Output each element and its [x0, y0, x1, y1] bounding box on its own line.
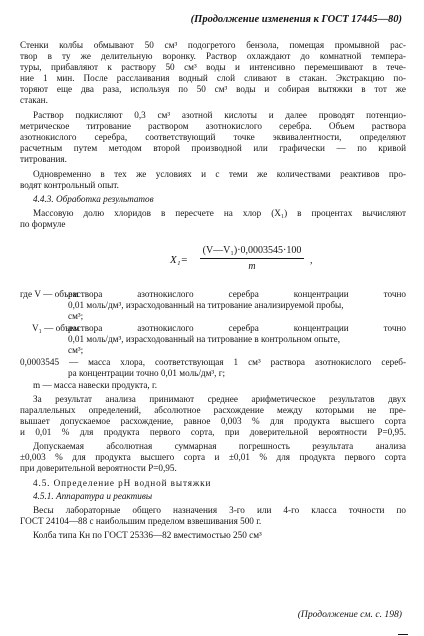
definition-line: 0,01 моль/дм³, израсходованный на титрование анализируемой пробы,	[68, 300, 344, 310]
section-heading-443: 4.4.3. Обработка результатов	[33, 194, 154, 204]
text-line: туры, прибавляют к раствору 50 см³ воды и интенсивно перемешивают в тече-	[20, 62, 406, 72]
definition-line: раствора азотнокислого серебра концентрации точно	[68, 289, 406, 299]
text-line: Весы лабораторные общего назначения 3-го или 4-го класса точности по	[33, 505, 406, 515]
text-line: твор в ту же делительную воронку. Раствор охлаждают до комнатной темпера-	[20, 51, 406, 61]
text-line: при доверительной вероятности P=0,95.	[20, 463, 177, 473]
text-line: ГОСТ 24104—88 с наибольшим пределом взвешивания 500 г.	[20, 516, 262, 526]
definition-term: где V — объем	[20, 289, 79, 299]
formula-denominator: m	[248, 261, 256, 272]
definition-line: см³;	[68, 311, 84, 321]
text-line: расчетным путем методом второй производной или графически — по кривой	[20, 143, 406, 153]
text-line: 0,0003545 — масса хлора, соответствующая 1 см³ раствора азотнокислого сереб-	[20, 357, 406, 367]
text-line: азотнокислого серебра, соответствующий точке эквивалентности, определяют	[20, 132, 406, 142]
text-line: параллельных определений, абсолютное расхождение между которыми не пре-	[20, 405, 406, 415]
text-line: За результат анализа принимают среднее арифметическое результатов двух	[33, 394, 406, 404]
page-header: (Продолжение изменения к ГОСТ 17445—80)	[190, 14, 402, 25]
text-line: ние 1 мин. После расслаивания водный слой сливают в стакан. Экстракцию по-	[20, 73, 406, 83]
text-line: ±0,003 % для продукта высшего сорта и ±0,01 % для продукта первого сорта	[20, 452, 406, 462]
definition-line: см³;	[68, 345, 84, 355]
formula-tail: ,	[310, 255, 313, 266]
text-line: метрическое титрование раствором азотнокислого серебра. Объем раствора	[20, 121, 406, 131]
text-line: по формуле	[20, 219, 66, 229]
formula-numerator: (V—V₁)·0,0003545·100	[200, 245, 304, 259]
text-line: водят контрольный опыт.	[20, 180, 119, 190]
text-line: ра концентрации точно 0,01 моль/дм³, г;	[68, 368, 226, 378]
section-heading-45: 4.5. Определение pH водной вытяжки	[33, 478, 212, 488]
text-line: титрования.	[20, 154, 67, 164]
formula-lhs: X₁=	[170, 254, 188, 266]
text-line: Стенки колбы обмывают 50 см³ подогретого бензола, помещая промывной рас-	[20, 40, 406, 50]
definition-line: 0,01 моль/дм³, израсходованный на титрование в контрольном опыте,	[68, 334, 341, 344]
text-line: и 0,01 % для продукта первого сорта, при доверительной вероятности P=0,95.	[20, 427, 406, 437]
text-line: Допускаемая абсолютная суммарная погрешность результата анализа	[33, 441, 406, 451]
text-line: торяют еще два раза, используя по 50 см³ воды и собирая вытяжки в тот же	[20, 84, 406, 94]
continuation-note: (Продолжение см. с. 198)	[297, 609, 402, 620]
definition-line: раствора азотнокислого серебра концентрации точно	[68, 323, 406, 333]
paragraph-flask: Колба типа Кн по ГОСТ 25336—82 вместимостью 250 см³	[33, 530, 262, 540]
section-heading-451: 4.5.1. Аппаратура и реактивы	[33, 491, 153, 501]
text-line: Массовую долю хлоридов в пересчете на хлор (X₁) в процентах вычисляют	[33, 208, 406, 218]
text-line: Раствор подкисляют 0,3 см³ азотной кислоты и далее проводят потенцио-	[33, 110, 406, 120]
text-line: стакан.	[20, 95, 48, 105]
formula-fraction	[200, 245, 304, 272]
text-line: вышает допускаемое расхождение, равное 0,003 % для продукта высшего сорта	[20, 416, 406, 426]
definition-term: V₁ — объем	[32, 323, 80, 333]
definition-m: m — масса навески продукта, г.	[33, 380, 158, 390]
text-line: Одновременно в тех же условиях и с теми же количествами реактивов про-	[33, 169, 406, 179]
page-end-dash	[398, 634, 408, 635]
